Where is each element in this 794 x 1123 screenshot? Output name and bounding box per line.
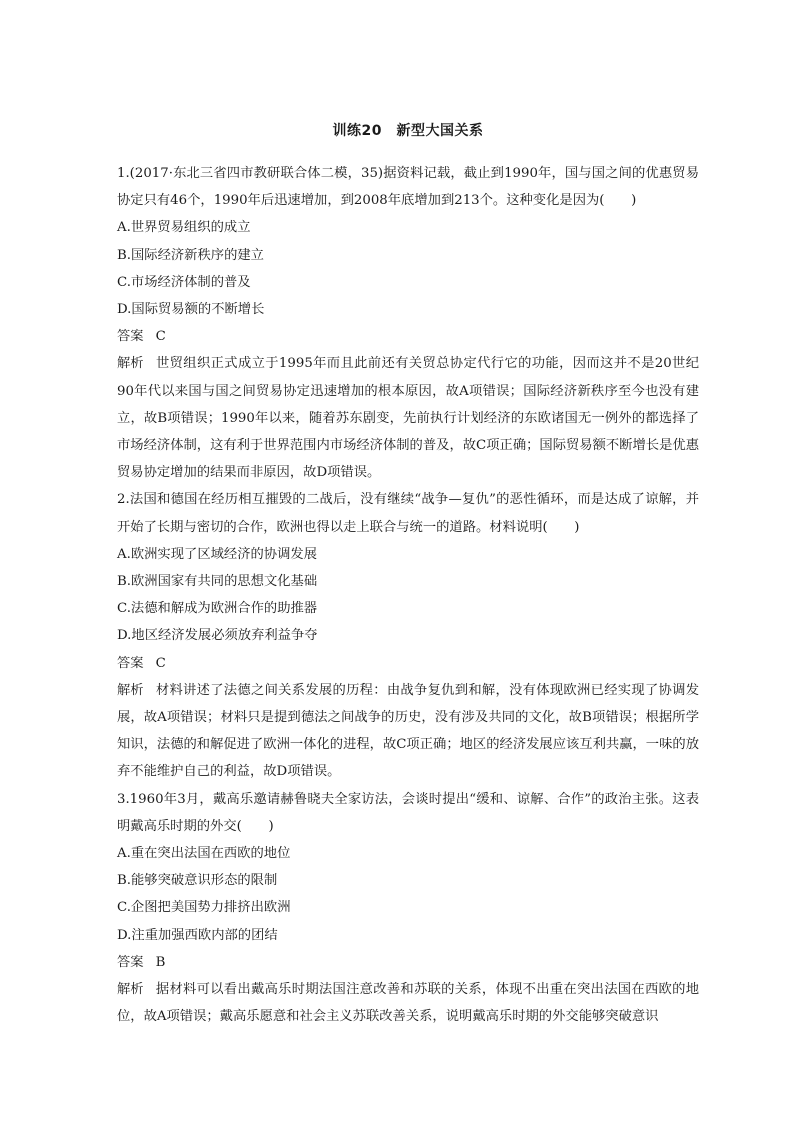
answer-value: B (155, 954, 166, 970)
option-c: C.法德和解成为欧洲合作的助推器 (117, 601, 318, 617)
question-stem: 2.法国和德国在经历相互摧毁的二战后，没有继续“战争—复仇”的恶性循环，而是达成了谅解，并开始了长期与密切的合作，欧洲也得以走上联合与统一的道路。材料说明( ) (117, 492, 699, 535)
analysis-text: 世贸组织正式成立于1995年而且此前还有关贸总协定代行它的功能，因而这并不是20世纪90年代以来国与国之间贸易协定迅速增加的根本原因，故A项错误；国际经济新秩序至今也没有建立，故B项错误；1990年以来，随着苏东剧变，先前执行计划经济的东欧诸国无一例外的都选择了市场经济体制，这有利于世界范围内市场经济体制的普及，故C项正确；国际贸易额不断增长是优惠贸易协定增加的结果而非原因，故D项错误。 (117, 356, 699, 481)
answer-label: 答案 (117, 954, 144, 970)
option-a: A.欧洲实现了区域经济的协调发展 (117, 546, 317, 562)
option-d: D.注重加强西欧内部的团结 (117, 927, 278, 943)
question-3 (117, 786, 699, 1031)
analysis-label: 解析 (117, 982, 144, 998)
question-stem: 3.1960年3月，戴高乐邀请赫鲁晓夫全家访法，会谈时提出“缓和、谅解、合作”的政治主张。这表明戴高乐时期的外交( ) (117, 791, 699, 834)
answer-line (117, 949, 699, 976)
answer-line (117, 323, 699, 350)
option-b: B.欧洲国家有共同的思想文化基础 (117, 574, 318, 590)
analysis-text: 据材料可以看出戴高乐时期法国注意改善和苏联的关系，体现不出重在突出法国在西欧的地位，故A项错误；戴高乐愿意和社会主义苏联改善关系，说明戴高乐时期的外交能够突破意识 (117, 982, 699, 1025)
option-b: B.国际经济新秩序的建立 (117, 247, 264, 263)
analysis-label: 解析 (117, 356, 144, 372)
answer-value: C (155, 655, 166, 671)
analysis-text: 材料讲述了法德之间关系发展的历程：由战争复仇到和解，没有体现欧洲已经实现了协调发展，故A项错误；材料只是提到德法之间战争的历史，没有涉及共同的文化，故B项错误；根据所学知识，法德的和解促进了欧洲一体化的进程，故C项正确；地区的经济发展应该互利共赢，一味的放弃不能维护自己的利益，故D项错误。 (117, 682, 699, 780)
question-list (117, 160, 699, 1031)
option-a: A.重在突出法国在西欧的地位 (117, 846, 291, 862)
answer-label: 答案 (117, 329, 144, 345)
option-d: D.国际贸易额的不断增长 (117, 302, 265, 318)
analysis-paragraph (117, 976, 699, 1030)
question-1 (117, 160, 699, 486)
option-a: A.世界贸易组织的成立 (117, 220, 251, 236)
option-c: C.企图把美国势力排挤出欧洲 (117, 900, 291, 916)
option-b: B.能够突破意识形态的限制 (117, 873, 278, 889)
answer-label: 答案 (117, 655, 144, 671)
option-d: D.地区经济发展必须放弃利益争夺 (117, 628, 318, 644)
question-2 (117, 486, 699, 785)
question-stem: 1.(2017·东北三省四市教研联合体二模，35)据资料记载，截止到1990年，国与国之间的优惠贸易协定只有46个，1990年后迅速增加，到2008年底增加到213个。这种变化是因为( ) (117, 166, 699, 209)
analysis-paragraph (117, 350, 699, 486)
answer-value: C (155, 329, 166, 345)
analysis-label: 解析 (117, 682, 144, 698)
page-title: 训练20 新型大国关系 (332, 123, 484, 139)
answer-line (117, 650, 699, 677)
analysis-paragraph (117, 677, 699, 786)
option-c: C.市场经济体制的普及 (117, 274, 251, 290)
